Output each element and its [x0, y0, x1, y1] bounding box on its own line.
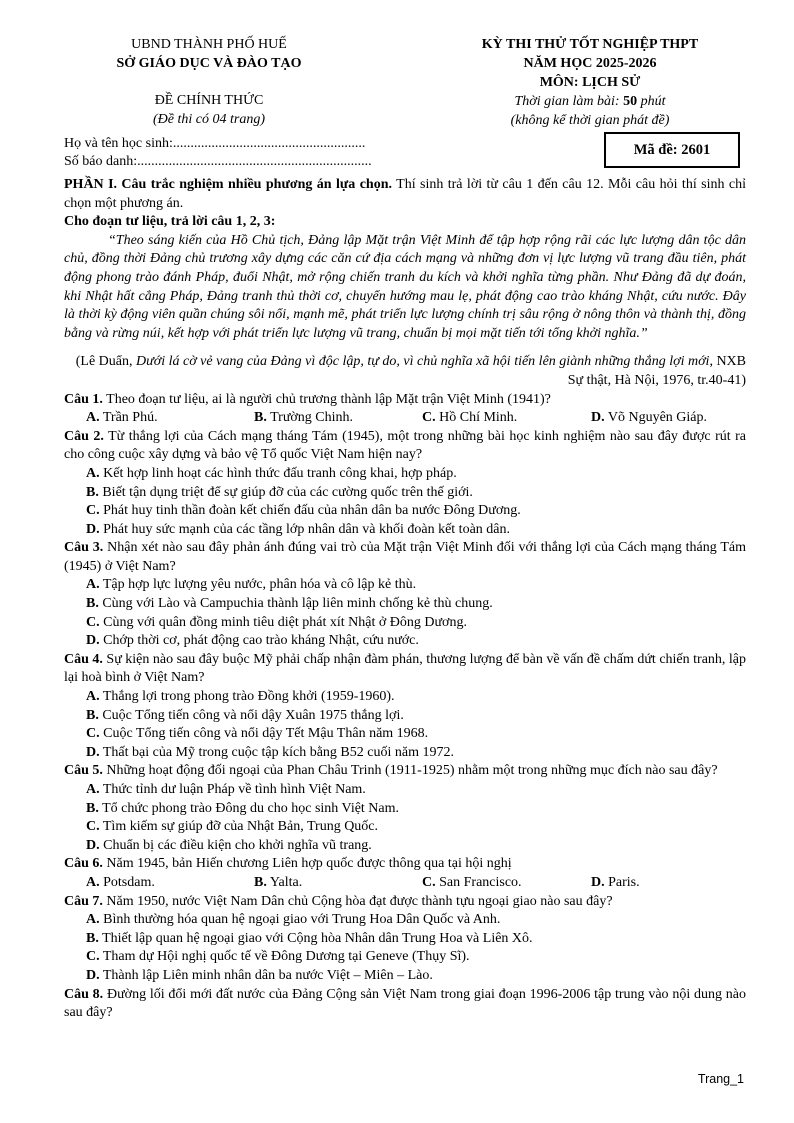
option-text: Cuộc Tổng tiến công và nổi dậy Xuân 1975 thắng lợi.	[98, 707, 404, 723]
question-text: Những hoạt động đối ngoại của Phan Châu Trinh (1911-1925) nhằm một trong những mục đích nào sau đây?	[102, 763, 718, 779]
exam-code: Mã đề: 2601	[633, 141, 711, 158]
option-letter: C.	[86, 503, 100, 519]
option-text: Chớp thời cơ, phát động cao trào kháng Nhật, cứu nước.	[99, 633, 419, 649]
question-7	[64, 893, 746, 986]
page-count-note: (Đề thi có 04 trang)	[153, 112, 265, 127]
question-stem	[64, 651, 746, 688]
option-text: Trần Phú.	[99, 410, 158, 426]
time-prefix: Thời gian làm bài:	[514, 94, 624, 109]
option-letter: B.	[86, 484, 99, 500]
option-letter: C.	[422, 410, 436, 426]
option-letter: B.	[86, 596, 99, 612]
option-letter: D.	[86, 744, 100, 760]
question-text: Sự kiện nào sau đây buộc Mỹ phải chấp nhận đàm phán, thương lượng để bàn về vấn đề chấm dứt chiến tranh, lập lại hoà bình ở Việt Nam?	[64, 651, 747, 686]
option-text: Thắng lợi trong phong trào Đồng khởi (1959-1960).	[99, 689, 395, 705]
option-text: Phát huy sức mạnh của các tầng lớp nhân dân và khối đoàn kết toàn dân.	[99, 521, 510, 537]
option-letter: A.	[86, 874, 100, 890]
question-5	[64, 762, 746, 855]
option-d[interactable]	[86, 521, 746, 540]
option-c[interactable]	[86, 614, 746, 633]
passage-intro: Cho đoạn tư liệu, trả lời câu 1, 2, 3:	[64, 214, 276, 230]
part1-instruction: Thí sinh trả lời từ câu 1 đến câu 12. Mỗi câu hỏi thí sinh chỉ chọn một phương án.	[64, 177, 746, 211]
time-limit	[434, 93, 746, 112]
question-text: Nhận xét nào sau đây phản ánh đúng vai trò của Mặt trận Việt Minh đối với thắng lợi của Cách mạng tháng Tám (1945) ở Việt Nam?	[64, 540, 746, 574]
question-number: Câu 8.	[64, 986, 104, 1002]
question-stem	[64, 428, 746, 465]
option-letter: A.	[86, 912, 100, 928]
question-number: Câu 2.	[64, 428, 104, 444]
question-text: Năm 1945, bản Hiến chương Liên hợp quốc được thông qua tại hội nghị	[102, 856, 512, 872]
option-c[interactable]	[86, 725, 746, 744]
option-d[interactable]	[86, 744, 746, 763]
option-text: Cuộc Tổng tiến công và nổi dậy Tết Mậu Thân năm 1968.	[99, 726, 429, 742]
question-text: Năm 1950, nước Việt Nam Dân chủ Cộng hòa đạt được thành tựu ngoại giao nào sau đây?	[102, 893, 613, 909]
option-letter: D.	[591, 410, 605, 426]
option-letter: D.	[591, 874, 605, 890]
issuer-line-1: UBND THÀNH PHỐ HUẾ	[131, 37, 287, 52]
part1-title: PHẦN I. Câu trắc nghiệm nhiều phương án lựa chọn.	[64, 177, 392, 192]
subject: MÔN: LỊCH SỬ	[539, 75, 641, 90]
option-text: Biết tận dụng triệt để sự giúp đỡ của các cường quốc trên thế giới.	[98, 484, 473, 500]
student-id-line: Số báo danh:...................................................................	[64, 154, 372, 169]
source-title: Dưới lá cờ vẻ vang của Đảng vì độc lập, tự do, vì chủ nghĩa xã hội tiến lên giành những thắng lợi mới	[136, 354, 710, 370]
question-stem	[64, 855, 746, 874]
option-a[interactable]	[86, 465, 746, 484]
option-b[interactable]	[254, 409, 422, 428]
question-8	[64, 986, 746, 1023]
option-text: Thành lập Liên minh nhân dân ba nước Việt – Miên – Lào.	[99, 967, 433, 983]
option-d[interactable]	[86, 837, 746, 856]
option-b[interactable]	[86, 707, 746, 726]
option-letter: D.	[86, 521, 100, 537]
passage-source	[64, 353, 746, 390]
option-b[interactable]	[86, 595, 746, 614]
option-letter: B.	[254, 874, 267, 890]
option-text: Tập hợp lực lượng yêu nước, phân hóa và cô lập kẻ thù.	[99, 577, 417, 593]
option-text: Phát huy tinh thần đoàn kết chiến đấu của nhân dân ba nước Đông Dương.	[99, 503, 521, 519]
question-4	[64, 651, 746, 763]
option-a[interactable]	[86, 409, 254, 428]
option-b[interactable]	[86, 930, 746, 949]
question-number: Câu 5.	[64, 763, 103, 779]
option-text: Tìm kiếm sự giúp đỡ của Nhật Bản, Trung Quốc.	[99, 819, 379, 835]
question-text: Đường lối đổi mới đất nước của Đảng Cộng sản Việt Nam trong giai đoạn 1996-2006 tập trung vào nội dung nào sau đây?	[64, 986, 746, 1021]
question-number: Câu 3.	[64, 540, 104, 556]
option-c[interactable]	[86, 948, 746, 967]
option-text: Thiết lập quan hệ ngoại giao với Cộng hòa Nhân dân Trung Hoa và Liên Xô.	[98, 930, 533, 946]
question-stem	[64, 762, 746, 781]
option-d[interactable]	[86, 632, 746, 651]
option-c[interactable]	[422, 409, 591, 428]
option-letter: B.	[86, 707, 99, 723]
option-text: Yalta.	[266, 874, 303, 890]
school-year: NĂM HỌC 2025-2026	[523, 56, 657, 71]
option-c[interactable]	[422, 874, 591, 893]
option-letter: C.	[86, 726, 100, 742]
option-row	[86, 409, 746, 428]
option-letter: A.	[86, 689, 100, 705]
option-d[interactable]	[591, 409, 741, 428]
option-letter: A.	[86, 410, 100, 426]
option-a[interactable]	[86, 781, 746, 800]
option-text: Cùng với quân đồng minh tiêu diệt phát xít Nhật ở Đông Dương.	[99, 614, 467, 630]
option-text: Potsdam.	[99, 874, 155, 890]
time-value: 50	[623, 94, 638, 109]
exam-code-box	[604, 132, 740, 168]
time-note: (không kể thời gian phát đề)	[510, 113, 670, 128]
option-row	[86, 874, 746, 893]
exam-header	[64, 36, 746, 169]
question-6	[64, 855, 746, 892]
option-text: Tham dự Hội nghị quốc tế về Đông Dương tại Geneve (Thụy Sĩ).	[99, 949, 470, 965]
option-b[interactable]	[86, 484, 746, 503]
question-2	[64, 428, 746, 540]
exam-page	[64, 36, 746, 1023]
option-text: Chuẩn bị các điều kiện cho khởi nghĩa vũ trang.	[99, 837, 372, 853]
option-b[interactable]	[254, 874, 422, 893]
time-suffix: phút	[637, 94, 666, 109]
question-number: Câu 6.	[64, 856, 103, 872]
option-letter: A.	[86, 577, 100, 593]
page-number: Trang_1	[697, 1072, 744, 1086]
question-number: Câu 7.	[64, 893, 103, 909]
option-letter: D.	[86, 837, 100, 853]
part1-heading	[64, 176, 746, 213]
option-letter: B.	[254, 410, 267, 426]
option-text: Kết hợp linh hoạt các hình thức đấu tranh công khai, hợp pháp.	[99, 465, 457, 481]
passage: “Theo sáng kiến của Hồ Chủ tịch, Đảng lập Mặt trận Việt Minh để tập hợp rộng rãi các lực lượng dân tộc dân chủ, đồng thời Đảng chủ trương xây dựng các căn cứ địa cách mạng và những đơn vị lực lượng vũ trang đầu tiên, phát động phong trào đánh Pháp, đuổi Nhật, mở rộng chiến tranh du kích và khởi nghĩa từng phần. Như Đảng đã dự đoán, khi Nhật hất cẳng Pháp, Đảng tranh thủ thời cơ, chuyển hướng mau lẹ, phát động cao trào kháng Nhật, cứu nước. Đây là thời kỳ động viên quần chúng sôi nổi, mạnh mẽ, phát triển lực lượng chính trị sâu rộng ở nông thôn và thành thị, đồng bằng và rừng núi, kết hợp với phát triển lực lượng vũ trang, chuẩn bị mọi mặt tiến tới tổng khởi nghĩa.”	[64, 232, 746, 341]
option-letter: A.	[86, 782, 100, 797]
option-c[interactable]	[86, 818, 746, 837]
option-text: Trường Chinh.	[266, 410, 354, 426]
option-b[interactable]	[86, 800, 746, 819]
option-d[interactable]	[591, 874, 741, 893]
option-letter: C.	[86, 819, 100, 835]
issuer-line-2: SỞ GIÁO DỤC VÀ ĐÀO TẠO	[116, 56, 302, 71]
question-stem	[64, 986, 746, 1023]
part1-section	[64, 176, 746, 391]
question-number: Câu 4.	[64, 651, 103, 667]
option-c[interactable]	[86, 502, 746, 521]
option-text: Hồ Chí Minh.	[435, 410, 518, 426]
option-letter: C.	[86, 614, 100, 630]
question-3	[64, 539, 746, 651]
option-a[interactable]	[86, 688, 746, 707]
option-letter: A.	[86, 465, 100, 481]
student-name-line: Họ và tên học sinh:.......................................................	[64, 136, 366, 151]
option-a[interactable]	[86, 874, 254, 893]
option-letter: D.	[86, 967, 100, 983]
option-text: Cùng với Lào và Campuchia thành lập liên minh chống kẻ thù chung.	[98, 596, 493, 612]
question-list	[64, 391, 746, 1023]
option-letter: C.	[422, 874, 436, 890]
source-prefix: (Lê Duẩn,	[75, 354, 136, 370]
option-text: Thất bại của Mỹ trong cuộc tập kích bằng B52 cuối năm 1972.	[99, 744, 454, 760]
option-letter: D.	[86, 633, 100, 649]
source-suffix: , NXB Sự thật, Hà Nội, 1976, tr.40-41)	[567, 354, 746, 388]
question-text: Từ thắng lợi của Cách mạng tháng Tám (1945), một trong những bài học kinh nghiệm nào sau đây được rút ra cho công cuộc xây dựng và bảo vệ Tổ quốc Việt Nam hiện nay?	[64, 428, 746, 463]
option-d[interactable]	[86, 967, 746, 986]
option-letter: C.	[86, 949, 100, 965]
option-text: Bình thường hóa quan hệ ngoại giao với Trung Hoa Dân Quốc và Anh.	[99, 912, 501, 928]
option-text: Thức tỉnh dư luận Pháp về tình hình Việt Nam.	[99, 782, 366, 797]
option-a[interactable]	[86, 911, 746, 930]
question-stem	[64, 893, 746, 912]
option-text: Võ Nguyên Giáp.	[604, 410, 708, 426]
question-1	[64, 391, 746, 428]
question-stem	[64, 391, 746, 410]
exam-title: KỲ THI THỬ TỐT NGHIỆP THPT	[481, 37, 699, 52]
option-letter: B.	[86, 930, 99, 946]
option-letter: B.	[86, 800, 99, 816]
official-label: ĐỀ CHÍNH THỨC	[154, 93, 264, 108]
question-number: Câu 1.	[64, 391, 103, 407]
option-text: Tổ chức phong trào Đông du cho học sinh Việt Nam.	[98, 800, 400, 816]
question-text: Theo đoạn tư liệu, ai là người chủ trương thành lập Mặt trận Việt Minh (1941)?	[102, 391, 551, 407]
option-text: San Francisco.	[435, 874, 522, 890]
question-stem	[64, 539, 746, 576]
option-a[interactable]	[86, 576, 746, 595]
option-text: Paris.	[604, 874, 640, 890]
